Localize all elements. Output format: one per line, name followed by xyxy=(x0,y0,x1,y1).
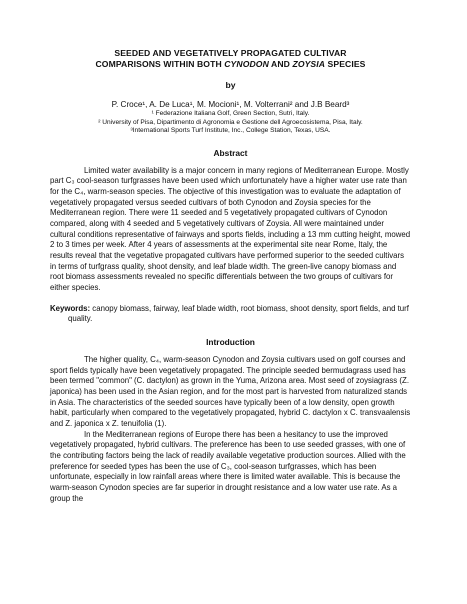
introduction-paragraph-1: The higher quality, C₄, warm-season Cynodon and Zoysia cultivars used on golf courses and sport fields typically have been vegetatively propagated. The principle seeded bermudagrass used has been termed "common" (C. dactylon) as grown in the Yuma, Arizona area. Most seed of zoysiagrass (Z. japonica) has been used in the Asian region, and for the most part is harvested from naturalized stands in Asia. The characteristics of the seeded sources have typically been of a low density, open growth habit, particularly when compared to the vegetatively propagated, hybrid C. dactylon x C. transvaalensis and Z. japonica x Z. tenuifolia (1). xyxy=(50,354,411,428)
introduction-paragraph-2: In the Mediterranean regions of Europe there has been a hesitancy to use the improved vegetatively propagated, hybrid cultivars. The preference has been to use seeded grasses, with one of the contributing factors being the lack of readily available vegetative production sources. Allied with the preference for seeded types has been the use of C₃, cool-season turfgrasses, which has been unfortunate, especially in low rainfall areas where there is limited water available. This is because the warm-season Cynodon species are far superior in drought resistance and a low water use rate. As a group the xyxy=(50,429,406,503)
affiliation-2: ² University of Pisa, Dipartimento di Agronomia e Gestione dell Agroecosistema, Pisa, Italy. xyxy=(98,118,363,126)
author-list: P. Croce¹, A. De Luca¹, M. Mocioni¹, M. Volterrani² and J.B Beard³ xyxy=(111,100,350,109)
affiliation-3: ³International Sports Turf Institute, Inc., College Station, Texas, USA. xyxy=(130,127,331,135)
keywords-label: Keywords: xyxy=(50,303,91,313)
keywords-text: canopy biomass, fairway, leaf blade width, root biomass, shoot density, sport fields, and turf quality. xyxy=(68,303,409,324)
title-line-1: SEEDED AND VEGETATIVELY PROPAGATED CULTIVAR xyxy=(114,48,347,58)
introduction-heading: Introduction xyxy=(206,336,255,347)
title-line-2: COMPARISONS WITHIN BOTH CYNODON AND ZOYSIA SPECIES xyxy=(95,59,366,69)
abstract-heading: Abstract xyxy=(213,147,248,158)
affiliation-1: ¹ Federazione Italiana Golf, Green Section, Sutri, Italy. xyxy=(151,110,310,117)
by-line: by xyxy=(225,80,236,90)
keywords xyxy=(50,304,411,325)
paper-title xyxy=(50,48,411,70)
abstract-text: Limited water availability is a major concern in many regions of Mediterranean Europe. Mostly part C₃ cool-season turfgrasses have been used which unfortunately have a higher water use rate than for the C₄, warm-season species. The objective of this investigation was to evaluate the adaptation of vegetatively propagated versus seeded cultivars of both Cynodon and Zoysia species for the Mediterranean region. There were 11 seeded and 5 vegetatively propagated cultivars of Cynodon compared, along with 4 seeded and 5 vegetatively cultivars of Zoysia. All were maintained under cultural conditions representative of fairways and sports fields, including a 13 mm cutting height, mowed 2 to 3 times per week. After 4 years of assessments at the experimental site near Rome, Italy, the results reveal that the vegetative propagated cultivars have performed superior to the seeded cultivars in terms of turfgrass quality, shoot density, and leaf blade width. The green-live canopy biomass and root biomass assessments revealed no specific differentials between the two groups of cultivars for either species. xyxy=(50,165,411,292)
